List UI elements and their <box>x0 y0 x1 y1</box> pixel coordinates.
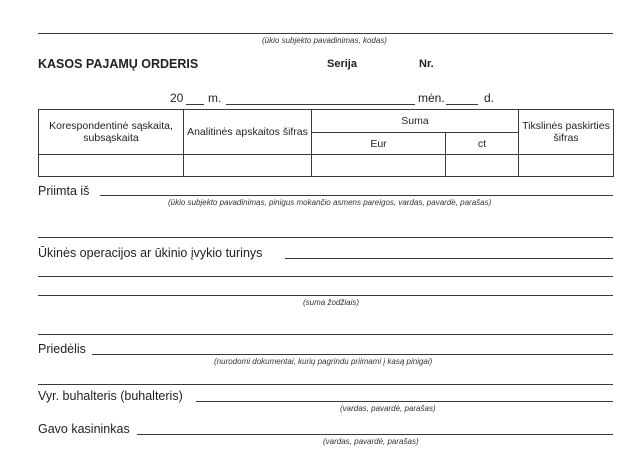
attachment-line-2[interactable] <box>38 384 613 385</box>
header-ct: ct <box>446 133 519 155</box>
month-suffix: mėn. <box>418 91 445 105</box>
header-correspondent-account: Korespondentinė sąskaita, subsąskaita <box>39 110 184 155</box>
header-eur: Eur <box>312 133 446 155</box>
cell-eur[interactable] <box>312 155 446 177</box>
operation-content-line-2[interactable] <box>38 276 613 277</box>
amount-words-line[interactable] <box>38 295 613 296</box>
document-title: KASOS PAJAMŲ ORDERIS <box>38 57 199 71</box>
entity-name-line[interactable] <box>38 33 613 34</box>
chief-accountant-hint: (vardas, pavardė, parašas) <box>340 404 436 413</box>
cell-analytic-code[interactable] <box>184 155 312 177</box>
amount-words-hint: (suma žodžiais) <box>303 298 360 307</box>
year-suffix: m. <box>208 91 222 105</box>
received-from-hint: (ūkio subjekto pavadinimas, pinigus mokančio asmens pareigos, vardas, pavardė, parašas) <box>168 198 492 207</box>
operation-content-line-1[interactable] <box>285 258 613 259</box>
day-suffix: d. <box>484 91 495 105</box>
cell-ct[interactable] <box>446 155 519 177</box>
amount-words-line-2[interactable] <box>38 334 613 335</box>
cashier-line[interactable] <box>137 434 613 435</box>
accounts-table <box>38 109 614 177</box>
header-purpose-code: Tikslinės paskirties šifras <box>519 110 614 155</box>
cell-correspondent-account[interactable] <box>39 155 184 177</box>
day-field[interactable] <box>446 104 478 105</box>
number-label: Nr. <box>419 58 434 70</box>
chief-accountant-line[interactable] <box>196 401 613 402</box>
attachment-label: Priedėlis <box>38 342 86 356</box>
cell-purpose-code[interactable] <box>519 155 614 177</box>
entity-name-hint: (ūkio subjekto pavadinimas, kodas) <box>262 36 387 45</box>
cashier-hint: (vardas, pavardė, parašas) <box>323 437 419 446</box>
cashier-label: Gavo kasininkas <box>38 422 130 436</box>
month-field[interactable] <box>226 104 415 105</box>
attachment-hint: (nurodomi dokumentai, kurių pagrindu priimami į kasą pinigai) <box>214 357 433 366</box>
chief-accountant-label: Vyr. buhalteris (buhalteris) <box>38 389 183 403</box>
operation-content-label: Ūkinės operacijos ar ūkinio įvykio turinys <box>38 246 263 260</box>
header-amount: Suma <box>312 110 519 133</box>
series-label: Serija <box>327 58 357 70</box>
header-analytic-code: Analitinės apskaitos šifras <box>184 110 312 155</box>
received-from-line-2[interactable] <box>38 237 613 238</box>
attachment-line[interactable] <box>92 354 613 355</box>
received-from-line[interactable] <box>100 195 613 196</box>
received-from-label: Priimta iš <box>38 184 90 198</box>
year-prefix: 20 <box>170 91 184 105</box>
year-field[interactable] <box>186 104 204 105</box>
